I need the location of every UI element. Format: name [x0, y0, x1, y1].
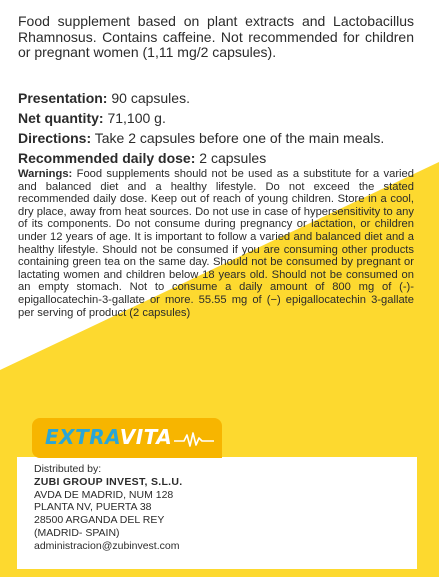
address-line-city: 28500 ARGANDA DEL REY	[34, 514, 165, 527]
daily-dose-value: 2 capsules	[199, 150, 267, 166]
directions-label: Directions:	[18, 130, 92, 146]
net-quantity-value: 71,100 g.	[107, 110, 166, 126]
logo-wordmark	[45, 425, 172, 449]
address-line-floor: PLANTA NV, PUERTA 38	[34, 501, 152, 514]
address-line-region: (MADRID- SPAIN)	[34, 526, 120, 539]
presentation-row	[18, 88, 418, 108]
warnings-text: Food supplements should not be used as a substitute for a varied and balanced diet and a healthy lifestyle. Do not exceed the stated recommended daily dose. Keep out of reach of young children. Store in a cool, dry place, away from heat sources. Do not use in case of hypersensitivity to any of its components. Do not consume during pregnancy or lactation, or children under 12 years of age. It is important to follow a varied and balanced diet and a healthy lifestyle. Should not be consumed if you are consuming other products containing green tea on the same day. Should not be consumed by pregnant or lactating women and children below 18 years old. Should not be consumed on an empty stomach. Not to consume a daily amount of 800 mg of (-)-epigallocatechin-3-gallate or more. 55.55 mg of (−) epigallocatechin 3-gallate per serving of product (2 capsules)	[18, 168, 414, 319]
presentation-value: 90 capsules.	[111, 90, 190, 106]
distributor-heading: Distributed by:	[34, 463, 102, 475]
distributor-panel	[17, 409, 417, 569]
net-quantity-label: Net quantity:	[18, 110, 104, 126]
directions-row	[18, 128, 418, 148]
directions-value: Take 2 capsules before one of the main meals.	[94, 130, 385, 146]
product-description: Food supplement based on plant extracts and Lactobacillus Rhamnosus. Contains caffeine. Not recommended for children or pregnant women (1,11 mg/2 capsules).	[18, 13, 414, 60]
logo-part-extra: EXTRA	[45, 425, 120, 449]
logo-part-vita: VITA	[119, 425, 173, 449]
presentation-label: Presentation:	[18, 90, 108, 106]
extravita-logo	[32, 418, 222, 458]
address-line-street: AVDA DE MADRID, NUM 128	[34, 488, 174, 501]
heartbeat-pulse-icon	[174, 432, 214, 448]
warnings-paragraph	[18, 168, 414, 319]
distributor-company: ZUBI GROUP INVEST, S.L.U.	[34, 475, 183, 488]
daily-dose-label: Recommended daily dose:	[18, 150, 196, 166]
warnings-label: Warnings:	[18, 168, 73, 180]
distributor-address	[34, 463, 183, 553]
product-facts	[18, 88, 418, 168]
daily-dose-row	[18, 148, 418, 168]
distributor-email: administracion@zubinvest.com	[34, 539, 180, 552]
net-quantity-row	[18, 108, 418, 128]
